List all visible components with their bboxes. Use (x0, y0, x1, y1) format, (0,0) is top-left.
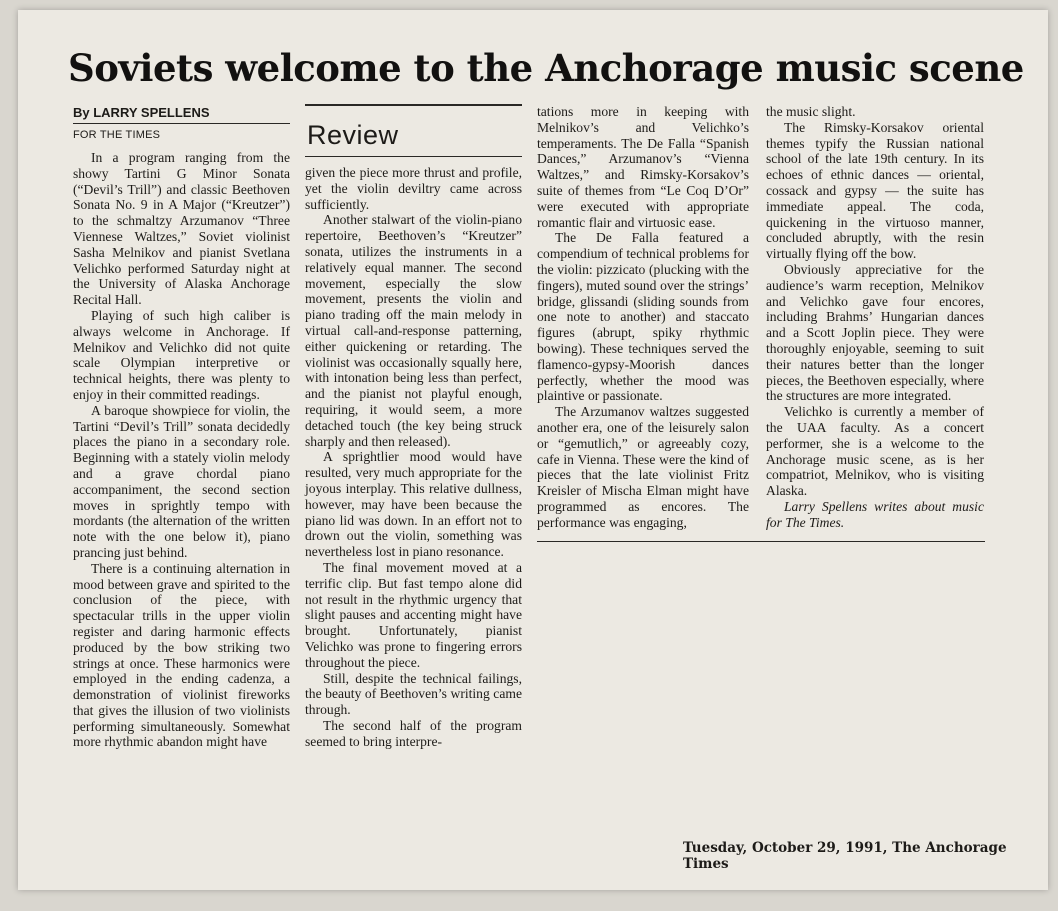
article-column-4 (766, 104, 984, 531)
paragraph: A sprightlier mood would have resulted, very much appropriate for the joyous interplay. This relative dullness, however, may have been because the piano lid was down. In an effort not to drown out the violin, something was nevertheless lost in piano resonance. (305, 449, 522, 560)
paragraph: Another stalwart of the violin-piano repertoire, Beethoven’s “Kreutzer” sonata, utilizes the instruments in a relatively equal manner. The second movement, especially the slow movement, presents the violin and piano trading off the main melody in virtual call-and-response patterning, either quickening or retarding. The violinist was occasionally squally here, with intonation being less than perfect, and the pianist not playful enough, requiring, it would seem, a more detached touch (the key being struck sharply and then released). (305, 212, 522, 449)
byline: By LARRY SPELLENS (73, 105, 210, 120)
byline-org: FOR THE TIMES (73, 129, 161, 141)
paragraph: The second half of the program seemed to bring interpre- (305, 717, 522, 749)
article-column-2 (305, 165, 522, 749)
paragraph: There is a continuing alternation in mood between grave and spirited to the conclusion of the piece, with spectacular trills in the upper violin register and daring harmonic effects produced by the bow striking two strings at once. These harmonics were employed in the ending cadenza, a demonstration of violinist fireworks that gives the illusion of two violinists performing simultaneously. Somewhat more rhythmic abandon might have (73, 560, 290, 750)
paragraph: Still, despite the technical failings, the beauty of Beethoven’s writing came through. (305, 670, 522, 718)
paragraph: The Rimsky-Korsakov oriental themes typify the Russian national school of the late 19th century. In its echoes of ethnic dances — oriental, cossack and gypsy — the suite has immediate appeal. The coda, quickening in the virtuoso manner, concluded abruptly, with the resin virtually flying off the bow. (766, 119, 984, 262)
paragraph: the music slight. (766, 104, 856, 119)
paragraph: Velichko is currently a member of the UAA faculty. As a concert performer, she is a welcome to the Anchorage music scene, as is her compatriot, Melnikov, who is visiting Alaska. (766, 404, 984, 499)
newspaper-clipping (18, 10, 1048, 890)
paragraph: A baroque showpiece for violin, the Tartini “Devil’s Trill” sonata decidedly places the piano in a secondary role. Beginning with a stately violin melody and a grave chordal piano accompaniment, the second section moves in sprightly tempo with mordants (the alternation of the written note with the one below it), piano prancing just behind. (73, 402, 290, 560)
paragraph: Playing of such high caliber is always welcome in Anchorage. If Melnikov and Velichko did not quite scale Olympian interpretive or technical heights, there was plenty to enjoy in their committed readings. (73, 307, 290, 402)
dateline: Tuesday, October 29, 1991, The Anchorage Times (683, 840, 1007, 872)
paragraph: tations more in keeping with Melnikov’s and Velichko’s temperaments. The De Falla “Spanish Dances,” Arzumanov’s “Vienna Waltzes,” and Rimsky-Korsakov’s suite of themes from “Le Coq D’Or” were executed with appropriate romantic flair and virtuosic ease. (537, 104, 749, 230)
byline-rule (73, 123, 290, 124)
author-note: Larry Spellens writes about music for The Times. (766, 498, 984, 530)
end-rule (537, 541, 985, 542)
paragraph: The final movement moved at a terrific clip. But fast tempo alone did not result in the rhythmic urgency that slight pauses and accenting might have brought. Unfortunately, pianist Velichko was prone to fingering errors throughout the piece. (305, 559, 522, 670)
headline: Soviets welcome to the Anchorage music scene (68, 46, 1024, 90)
article-column-3 (537, 104, 749, 532)
paragraph: The De Falla featured a compendium of technical problems for the violin: pizzicato (plucking with the fingers), muted sound over the strings’ bridge, glissandi (sliding sounds from one note to another) and staccato figures (abrupt, spiky rhythmic bowing). These techniques served the flamenco-gypsy-Moorish dances perfectly, whether the mood was plaintive or passionate. (537, 230, 749, 404)
article-column-1 (73, 150, 290, 750)
review-rule (305, 104, 522, 106)
paragraph: given the piece more thrust and profile, yet the violin deviltry came across sufficiently. (305, 165, 522, 212)
paragraph: The Arzumanov waltzes suggested another era, one of the leisurely salon or “gemutlich,” or agreeably cozy, cafe in Vienna. These were the kind of pieces that the late violinist Fritz Kreisler of Mischa Elman might have programmed as encores. The performance was engaging, (537, 404, 749, 530)
paragraph: In a program ranging from the showy Tartini G Minor Sonata (“Devil’s Trill”) and classic Beethoven Sonata No. 9 in A Major (“Kreutzer”) to the schmaltzy Arzumanov “Three Viennese Waltzes,” Soviet violinist Sasha Melnikov and pianist Svetlana Velichko performed Saturday night at the University of Alaska Anchorage Recital Hall. (73, 150, 290, 308)
review-under-rule (305, 156, 522, 157)
section-label-review: Review (307, 120, 399, 150)
paragraph: Obviously appreciative for the audience’s warm reception, Melnikov and Velichko gave four encores, including Brahms’ Hungarian dances and a Scott Joplin piece. They were thoroughly enjoyable, seeming to suit their natures better than the longer pieces, the Beethoven especially, where the structures are more integrated. (766, 261, 984, 404)
